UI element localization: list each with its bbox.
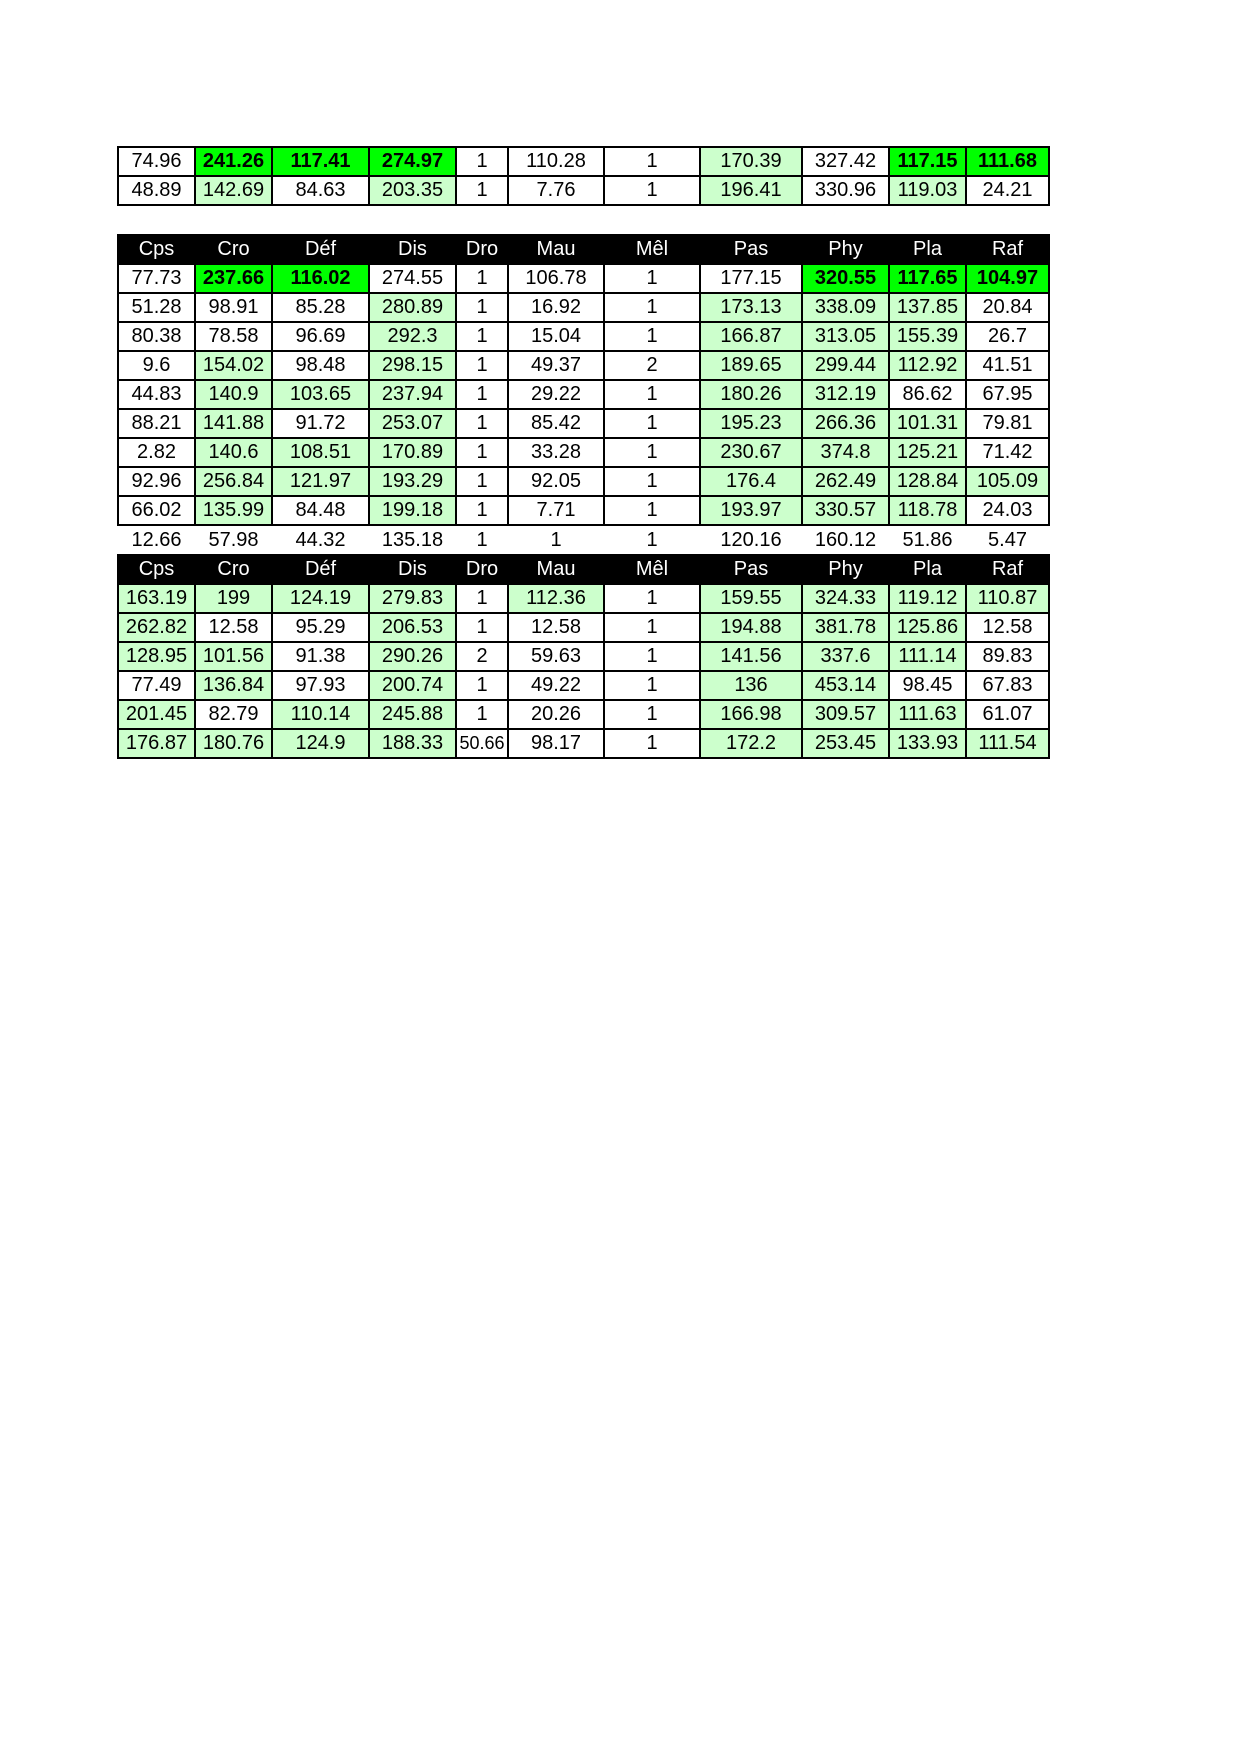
table-cell: 98.45: [889, 671, 966, 700]
table-cell: 195.23: [700, 409, 802, 438]
table-row: [118, 380, 1049, 409]
table-cell: 193.29: [369, 467, 456, 496]
table-cell: 92.96: [118, 467, 195, 496]
table-cell: 1: [604, 293, 700, 322]
table-cell: 92.05: [508, 467, 604, 496]
table-cell: 176.4: [700, 467, 802, 496]
table-cell: 330.96: [802, 176, 889, 205]
table-cell: 125.86: [889, 613, 966, 642]
table-row: [118, 613, 1049, 642]
table-cell: 330.57: [802, 496, 889, 525]
table-cell: 290.26: [369, 642, 456, 671]
table-cell: 159.55: [700, 584, 802, 613]
table-row: [118, 671, 1049, 700]
table-cell: 111.68: [966, 147, 1049, 176]
table-row: [118, 147, 1049, 176]
table-cell: 1: [456, 322, 508, 351]
table-cell: 103.65: [272, 380, 369, 409]
spreadsheet-page: [117, 146, 1050, 759]
table-cell: 12.58: [195, 613, 272, 642]
table-cell: 136: [700, 671, 802, 700]
summary-cell: 120.16: [720, 528, 782, 551]
table-cell: 15.04: [508, 322, 604, 351]
table-cell: 66.02: [118, 496, 195, 525]
table-cell: 106.78: [508, 264, 604, 293]
summary-cell: 1: [476, 528, 488, 551]
table-cell: 1: [456, 613, 508, 642]
table-cell: 26.7: [966, 322, 1049, 351]
table-cell: 206.53: [369, 613, 456, 642]
table-block-1: [117, 146, 1050, 206]
table-cell: 98.17: [508, 729, 604, 758]
table-cell: 177.15: [700, 264, 802, 293]
table-row: [118, 467, 1049, 496]
table-cell: 141.88: [195, 409, 272, 438]
table-cell: 237.66: [195, 264, 272, 293]
table-cell: 33.28: [508, 438, 604, 467]
table-cell: 124.9: [272, 729, 369, 758]
header-row: [118, 555, 1049, 584]
table-cell: 245.88: [369, 700, 456, 729]
table-cell: 1: [456, 438, 508, 467]
table-cell: 20.26: [508, 700, 604, 729]
table-cell: 91.38: [272, 642, 369, 671]
table-cell: 111.63: [889, 700, 966, 729]
column-header: Raf: [966, 235, 1049, 264]
table-cell: 140.6: [195, 438, 272, 467]
table-cell: 12.58: [508, 613, 604, 642]
table-cell: 119.12: [889, 584, 966, 613]
table-cell: 61.07: [966, 700, 1049, 729]
table-cell: 7.71: [508, 496, 604, 525]
table-cell: 309.57: [802, 700, 889, 729]
table-gap: [117, 206, 1050, 234]
table-cell: 188.33: [369, 729, 456, 758]
table-cell: 1: [604, 438, 700, 467]
table-cell: 49.37: [508, 351, 604, 380]
table-row: [118, 264, 1049, 293]
column-header: Dro: [456, 235, 508, 264]
table-cell: 7.76: [508, 176, 604, 205]
column-header: Pas: [700, 555, 802, 584]
table-cell: 279.83: [369, 584, 456, 613]
summary-cell: 57.98: [208, 528, 259, 551]
column-header: Pas: [700, 235, 802, 264]
table-cell: 97.93: [272, 671, 369, 700]
table-cell: 262.82: [118, 613, 195, 642]
table-row: [118, 642, 1049, 671]
summary-cell: 1: [646, 528, 658, 551]
table-cell: 298.15: [369, 351, 456, 380]
column-header: Dis: [369, 555, 456, 584]
table-cell: 173.13: [700, 293, 802, 322]
table-cell: 1: [456, 409, 508, 438]
table-cell: 48.89: [118, 176, 195, 205]
table-cell: 51.28: [118, 293, 195, 322]
table-cell: 280.89: [369, 293, 456, 322]
table-row: [118, 729, 1049, 758]
table-cell: 1: [456, 584, 508, 613]
table-cell: 128.95: [118, 642, 195, 671]
table-cell: 1: [604, 496, 700, 525]
table-cell: 137.85: [889, 293, 966, 322]
table-cell: 180.76: [195, 729, 272, 758]
table-cell: 170.89: [369, 438, 456, 467]
table-cell: 79.81: [966, 409, 1049, 438]
summary-cell: 44.32: [295, 528, 346, 551]
table-cell: 1: [456, 147, 508, 176]
table-cell: 116.02: [272, 264, 369, 293]
column-header: Cps: [118, 235, 195, 264]
table-cell: 110.87: [966, 584, 1049, 613]
table-cell: 313.05: [802, 322, 889, 351]
table-cell: 96.69: [272, 322, 369, 351]
table-cell: 1: [604, 409, 700, 438]
table-cell: 82.79: [195, 700, 272, 729]
table-cell: 1: [604, 322, 700, 351]
column-header: Pla: [889, 235, 966, 264]
table-cell: 194.88: [700, 613, 802, 642]
table-cell: 199.18: [369, 496, 456, 525]
table-cell: 105.09: [966, 467, 1049, 496]
table-cell: 1: [456, 496, 508, 525]
table-cell: 117.65: [889, 264, 966, 293]
summary-cell: 1: [550, 528, 562, 551]
table-cell: 154.02: [195, 351, 272, 380]
table-cell: 85.42: [508, 409, 604, 438]
table-cell: 136.84: [195, 671, 272, 700]
table-cell: 189.65: [700, 351, 802, 380]
table-cell: 1: [456, 380, 508, 409]
table-cell: 24.21: [966, 176, 1049, 205]
table-cell: 2: [604, 351, 700, 380]
table-cell: 101.56: [195, 642, 272, 671]
table-cell: 166.98: [700, 700, 802, 729]
table-cell: 1: [456, 176, 508, 205]
table-cell: 41.51: [966, 351, 1049, 380]
table-cell: 135.99: [195, 496, 272, 525]
column-header: Cro: [195, 555, 272, 584]
column-header: Mêl: [604, 555, 700, 584]
table-cell: 292.3: [369, 322, 456, 351]
column-header: Mau: [508, 235, 604, 264]
table-cell: 172.2: [700, 729, 802, 758]
table-cell: 262.49: [802, 467, 889, 496]
column-header: Dro: [456, 555, 508, 584]
table-cell: 101.31: [889, 409, 966, 438]
table-cell: 1: [456, 467, 508, 496]
table-cell: 1: [604, 380, 700, 409]
table-cell: 201.45: [118, 700, 195, 729]
table-cell: 91.72: [272, 409, 369, 438]
summary-cell: 51.86: [902, 528, 953, 551]
table-cell: 77.73: [118, 264, 195, 293]
table-cell: 374.8: [802, 438, 889, 467]
table-cell: 196.41: [700, 176, 802, 205]
table-cell: 274.97: [369, 147, 456, 176]
table-cell: 111.54: [966, 729, 1049, 758]
table-cell: 140.9: [195, 380, 272, 409]
table-cell: 117.15: [889, 147, 966, 176]
table-cell: 1: [604, 264, 700, 293]
table-cell: 44.83: [118, 380, 195, 409]
table-cell: 111.14: [889, 642, 966, 671]
table-cell: 98.91: [195, 293, 272, 322]
table-row: [118, 409, 1049, 438]
table-cell: 49.22: [508, 671, 604, 700]
table-cell: 133.93: [889, 729, 966, 758]
table-cell: 110.14: [272, 700, 369, 729]
table-cell: 1: [456, 671, 508, 700]
table-cell: 193.97: [700, 496, 802, 525]
column-header: Cps: [118, 555, 195, 584]
column-header: Mêl: [604, 235, 700, 264]
table-cell: 1: [604, 729, 700, 758]
column-header: Raf: [966, 555, 1049, 584]
table-row: [118, 351, 1049, 380]
table-row: [118, 322, 1049, 351]
table-cell: 78.58: [195, 322, 272, 351]
table-cell: 253.07: [369, 409, 456, 438]
table-cell: 84.63: [272, 176, 369, 205]
table-cell: 110.28: [508, 147, 604, 176]
table-cell: 77.49: [118, 671, 195, 700]
table-cell: 155.39: [889, 322, 966, 351]
table-cell: 16.92: [508, 293, 604, 322]
table-cell: 1: [456, 264, 508, 293]
table-cell: 1: [604, 642, 700, 671]
table-cell: 9.6: [118, 351, 195, 380]
table-cell: 170.39: [700, 147, 802, 176]
summary-cell: 5.47: [988, 528, 1027, 551]
table-cell: 1: [456, 351, 508, 380]
table-cell: 1: [456, 293, 508, 322]
table-row: [118, 700, 1049, 729]
table-row: [118, 438, 1049, 467]
column-header: Déf: [272, 235, 369, 264]
table-cell: 112.92: [889, 351, 966, 380]
table-cell: 112.36: [508, 584, 604, 613]
table-cell: 320.55: [802, 264, 889, 293]
table-cell: 2: [456, 642, 508, 671]
table-cell: 86.62: [889, 380, 966, 409]
table-cell: 142.69: [195, 176, 272, 205]
table-cell: 104.97: [966, 264, 1049, 293]
table-cell: 199: [195, 584, 272, 613]
table-cell: 1: [456, 700, 508, 729]
column-header: Déf: [272, 555, 369, 584]
table-cell: 121.97: [272, 467, 369, 496]
table-cell: 89.83: [966, 642, 1049, 671]
summary-cell: 12.66: [131, 528, 182, 551]
table-cell: 67.83: [966, 671, 1049, 700]
table-cell: 59.63: [508, 642, 604, 671]
column-header: Phy: [802, 555, 889, 584]
table-block-2: [117, 234, 1050, 554]
summary-cell: 160.12: [814, 528, 877, 551]
column-header: Phy: [802, 235, 889, 264]
table-cell: 1: [604, 671, 700, 700]
table-cell: 337.6: [802, 642, 889, 671]
table-cell: 299.44: [802, 351, 889, 380]
table-cell: 180.26: [700, 380, 802, 409]
table-cell: 1: [604, 147, 700, 176]
table-row: [118, 293, 1049, 322]
table-cell: 124.19: [272, 584, 369, 613]
table-cell: 176.87: [118, 729, 195, 758]
header-row: [118, 235, 1049, 264]
table-cell: 237.94: [369, 380, 456, 409]
table-cell: 338.09: [802, 293, 889, 322]
table-cell: 203.35: [369, 176, 456, 205]
table-cell: 327.42: [802, 147, 889, 176]
table-cell: 20.84: [966, 293, 1049, 322]
table-cell: 274.55: [369, 264, 456, 293]
table-cell: 1: [604, 584, 700, 613]
table-cell: 1: [604, 176, 700, 205]
table-cell: 141.56: [700, 642, 802, 671]
table-cell: 88.21: [118, 409, 195, 438]
table-cell: 1: [604, 700, 700, 729]
table-cell: 29.22: [508, 380, 604, 409]
table-cell: 125.21: [889, 438, 966, 467]
table-cell: 256.84: [195, 467, 272, 496]
table-cell: 453.14: [802, 671, 889, 700]
column-header: Cro: [195, 235, 272, 264]
table-cell: 74.96: [118, 147, 195, 176]
table-cell: 119.03: [889, 176, 966, 205]
summary-cell: 135.18: [381, 528, 444, 551]
table-row: [118, 584, 1049, 613]
table-cell: 324.33: [802, 584, 889, 613]
column-header: Mau: [508, 555, 604, 584]
table-cell: 118.78: [889, 496, 966, 525]
summary-row: [118, 525, 1049, 554]
table-cell: 67.95: [966, 380, 1049, 409]
table-row: [118, 496, 1049, 525]
table-cell: 1: [604, 467, 700, 496]
table-block-3: [117, 554, 1050, 759]
table-cell: 80.38: [118, 322, 195, 351]
table-cell: 266.36: [802, 409, 889, 438]
table-cell: 312.19: [802, 380, 889, 409]
column-header: Pla: [889, 555, 966, 584]
table-cell: 71.42: [966, 438, 1049, 467]
table-cell: 128.84: [889, 467, 966, 496]
table-cell: 163.19: [118, 584, 195, 613]
table-cell: 108.51: [272, 438, 369, 467]
table-cell: 98.48: [272, 351, 369, 380]
table-cell: 117.41: [272, 147, 369, 176]
table-cell: 12.58: [966, 613, 1049, 642]
table-cell: 84.48: [272, 496, 369, 525]
table-cell: 381.78: [802, 613, 889, 642]
table-cell: 166.87: [700, 322, 802, 351]
table-cell: 2.82: [118, 438, 195, 467]
table-cell: 95.29: [272, 613, 369, 642]
table-cell: 50.66: [456, 729, 508, 758]
table-cell: 230.67: [700, 438, 802, 467]
table-cell: 85.28: [272, 293, 369, 322]
table-cell: 24.03: [966, 496, 1049, 525]
table-cell: 241.26: [195, 147, 272, 176]
table-cell: 1: [604, 613, 700, 642]
table-cell: 200.74: [369, 671, 456, 700]
table-row: [118, 176, 1049, 205]
column-header: Dis: [369, 235, 456, 264]
table-cell: 253.45: [802, 729, 889, 758]
